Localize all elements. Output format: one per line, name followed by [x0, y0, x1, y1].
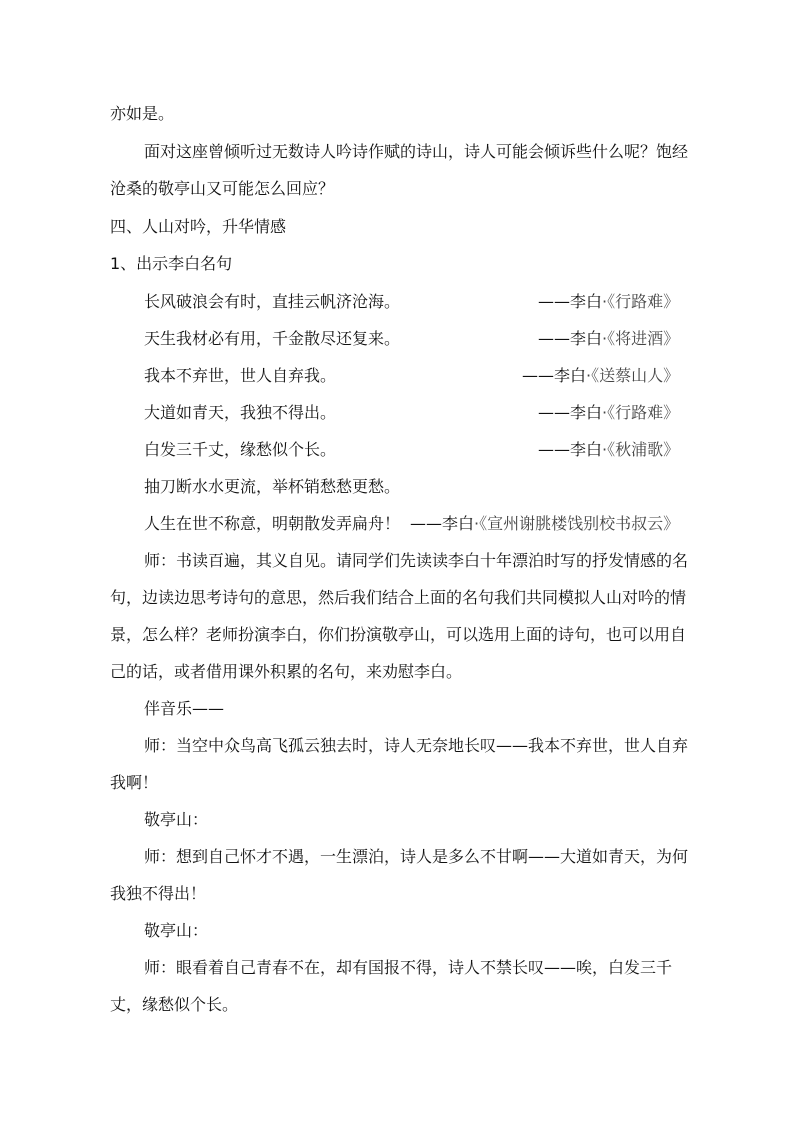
- quote-author: ——李白: [538, 403, 603, 422]
- teacher-line: 句，边读边思考诗句的意思，然后我们结合上面的名句我们共同模拟人山对吟的情: [110, 588, 687, 607]
- quote-dot: ·: [602, 292, 608, 311]
- quote-source: [538, 403, 679, 423]
- quote-text: 我本不弃世，世人自弃我。: [144, 366, 337, 385]
- quote-source: [538, 329, 679, 349]
- teacher-line: 我独不得出！: [110, 884, 207, 903]
- quote-source: [538, 292, 679, 312]
- quote-work: 《行路难》: [607, 292, 680, 311]
- quote-text: 天生我材必有用，千金散尽还复来。: [144, 329, 401, 348]
- quote-work: 《宣州谢朓楼饯别校书叔云》: [479, 514, 680, 533]
- item-heading: 1、出示李白名句: [110, 254, 233, 273]
- quote-author: ——李白: [538, 329, 603, 348]
- quote-author: ——李白: [538, 440, 603, 459]
- quote-source: [410, 514, 679, 534]
- quote-author: ——李白: [538, 292, 603, 311]
- quote-author: ——李白: [410, 514, 475, 533]
- section-heading: 四、人山对吟，升华情感: [110, 217, 287, 236]
- quote-work: 《行路难》: [607, 403, 680, 422]
- teacher-line: 师：当空中众鸟高飞孤云独去时，诗人无奈地长叹——我本不弃世，世人自弃: [144, 736, 689, 755]
- quote-source: [522, 366, 679, 386]
- paragraph-line: 沧桑的敬亭山又可能怎么回应？: [110, 179, 335, 198]
- teacher-line: 己的话，或者借用课外积累的名句，来劝慰李白。: [110, 662, 463, 681]
- teacher-line: 师：书读百遍，其义自见。请同学们先读读李白十年漂泊时写的抒发情感的名: [144, 551, 689, 570]
- quote-text: 人生在世不称意，明朝散发弄扁舟！: [144, 514, 401, 533]
- quote-dot: ·: [602, 329, 608, 348]
- paragraph-continuation: 亦如是。: [110, 104, 175, 123]
- quote-dot: ·: [474, 514, 480, 533]
- teacher-line: 我啊！: [110, 773, 159, 792]
- quote-dot: ·: [602, 440, 608, 459]
- teacher-line: 丈，缘愁似个长。: [110, 995, 239, 1014]
- paragraph-line: 面对这座曾倾听过无数诗人吟诗作赋的诗山，诗人可能会倾诉些什么呢？饱经: [144, 142, 689, 161]
- teacher-line: 师：想到自己怀才不遇，一生漂泊，诗人是多么不甘啊——大道如青天，为何: [144, 847, 689, 866]
- quote-source: [538, 440, 679, 460]
- quote-work: 《送蔡山人》: [591, 366, 680, 385]
- quote-text: 长风破浪会有时，直挂云帆济沧海。: [144, 292, 401, 311]
- quote-dot: ·: [602, 403, 608, 422]
- quote-text: 大道如青天，我独不得出。: [144, 403, 337, 422]
- quote-text: 白发三千丈，缘愁似个长。: [144, 440, 337, 459]
- quote-work: 《将进酒》: [607, 329, 680, 348]
- quote-dot: ·: [586, 366, 592, 385]
- quote-author: ——李白: [522, 366, 587, 385]
- mountain-line: 敬亭山：: [144, 810, 209, 829]
- music-cue: 伴音乐——: [144, 699, 225, 718]
- quote-work: 《秋浦歌》: [607, 440, 680, 459]
- quote-text: 抽刀断水水更流，举杯销愁愁更愁。: [144, 477, 401, 496]
- teacher-line: 师：眼看着自己青春不在，却有国报不得，诗人不禁长叹——唉，白发三千: [144, 958, 673, 977]
- mountain-line: 敬亭山：: [144, 921, 209, 940]
- teacher-line: 景，怎么样？老师扮演李白，你们扮演敬亭山，可以选用上面的诗句，也可以用自: [110, 625, 687, 644]
